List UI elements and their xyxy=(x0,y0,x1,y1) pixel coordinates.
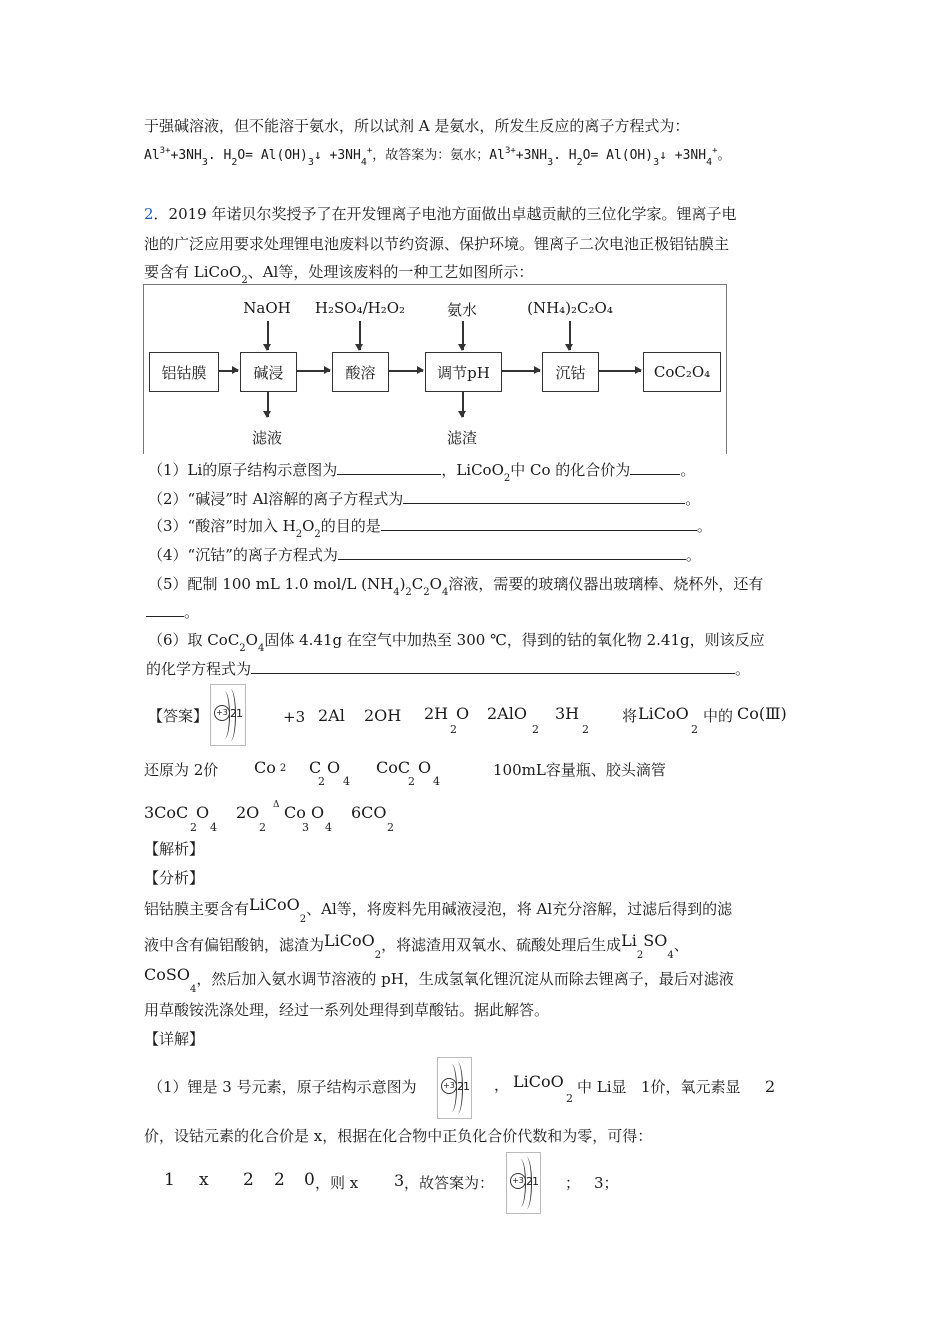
shell-electron-count: 2 xyxy=(526,1175,533,1188)
flow-arrow xyxy=(501,370,540,372)
answer-term xyxy=(424,703,448,725)
answer-term: O xyxy=(311,803,325,822)
math-term: 3 xyxy=(394,1171,405,1190)
answer-text: 100mL容量瓶、胶头滴管 xyxy=(493,761,666,779)
analysis-line xyxy=(144,965,734,995)
answer-sub: 4 xyxy=(210,821,217,834)
term-text: Co xyxy=(254,758,276,777)
eq-sub: 3 xyxy=(201,157,208,168)
answer-term: 2OH xyxy=(364,706,402,725)
q-text: （2）“碱浸”时 Al溶解的离子方程式为 xyxy=(148,490,404,508)
q-sub: 4 xyxy=(257,643,265,654)
question-intro-line: 池的广泛应用要求处理锂电池废料以节约资源、保护环境。锂离子二次电池正极铝钴膜主 xyxy=(144,235,730,253)
shell-electron-count: 1 xyxy=(463,1080,470,1093)
question-intro-line xyxy=(144,262,533,285)
answer-label: 【答案】 xyxy=(148,707,209,725)
answer-sub: 2 xyxy=(259,821,266,834)
a-sub: 2 xyxy=(299,914,307,925)
answer-term: C xyxy=(309,758,322,777)
sub-question-4 xyxy=(148,545,701,565)
q-text: 中 Co 的化合价为 xyxy=(510,461,631,479)
sub-question-5 xyxy=(148,574,763,597)
detail-text: ，故答案为： xyxy=(404,1174,495,1192)
answer-blank[interactable] xyxy=(146,602,184,617)
flow-arrow-down xyxy=(569,321,571,350)
prev-equation xyxy=(144,146,731,167)
eq-sub: 4 xyxy=(706,157,713,168)
a-formula: LiCoO xyxy=(324,931,375,950)
answer-sub: 2 xyxy=(450,723,457,736)
question-intro-line xyxy=(144,204,737,224)
q-sub: 2 xyxy=(295,529,303,540)
sub-question-6-cont xyxy=(146,659,750,679)
atom-nucleus: +3 xyxy=(510,1173,526,1189)
answer-blank[interactable] xyxy=(630,460,680,475)
q-text: 。 xyxy=(735,660,751,678)
answer-blank[interactable] xyxy=(338,545,686,560)
eq-sub: 2 xyxy=(231,157,238,168)
answer-term: 2O xyxy=(236,803,260,822)
q-text: C xyxy=(411,575,424,593)
eq-part: Al xyxy=(144,148,160,163)
a-sub: 2 xyxy=(636,950,644,961)
flow-arrow xyxy=(598,370,641,372)
q-text: O xyxy=(302,517,315,535)
waste-label: 滤液 xyxy=(251,429,282,447)
flow-box-precipitate-cobalt: 沉钴 xyxy=(542,352,599,392)
answer-blank[interactable] xyxy=(337,460,441,475)
answer-term: O xyxy=(196,803,210,822)
answer-term: 6CO xyxy=(351,803,387,822)
a-text: 铝钴膜主要含有 xyxy=(144,900,250,918)
answer-blank[interactable] xyxy=(403,489,685,504)
q-sub: 4 xyxy=(441,587,449,598)
intro-text: 、Al等，处理该废料的一种工艺如图所示： xyxy=(247,263,534,281)
answer-term: O xyxy=(418,758,432,777)
li-atom-structure-diagram xyxy=(506,1152,541,1214)
q-text: 的目的是 xyxy=(320,517,381,535)
answer-sub: 3 xyxy=(302,821,309,834)
reagent-label: (NH₄)₂C₂O₄ xyxy=(527,299,613,317)
detail-line: （1）锂是 3 号元素，原子结构示意图为 xyxy=(148,1078,417,1096)
answer-term: 3H xyxy=(555,704,580,723)
answer-term: 2AlO xyxy=(487,704,527,723)
eq-part: 。 xyxy=(717,148,731,163)
answer-sub: 4 xyxy=(343,775,350,788)
eq-part: ，故答案为：氨水； xyxy=(372,148,490,163)
q-sub: 2 xyxy=(423,587,430,598)
detail-text: 1价，氧元素显 xyxy=(641,1078,741,1096)
a-sub: 4 xyxy=(667,950,674,961)
q-sub: 2 xyxy=(239,643,246,654)
a-sub: 4 xyxy=(189,984,197,995)
process-flow-chart xyxy=(143,284,727,454)
a-text: 液中含有偏铝酸钠，滤渣为 xyxy=(144,936,325,954)
detail-text: 3； xyxy=(594,1174,619,1192)
answer-term xyxy=(254,757,286,782)
reagent-label: H₂SO₄/H₂O₂ xyxy=(314,299,406,317)
shell-electron-count: 2 xyxy=(457,1080,464,1093)
a-formula: SO xyxy=(643,931,668,950)
flow-arrow xyxy=(218,370,238,372)
answer-term: 3CoC xyxy=(144,803,189,822)
eq-part: . H xyxy=(207,148,232,163)
answer-term: O xyxy=(456,704,470,723)
eq-sup: 3+ xyxy=(159,146,171,156)
a-sub: 2 xyxy=(374,950,382,961)
answer-sub: 2 xyxy=(408,775,415,788)
analysis-line xyxy=(144,931,689,961)
flow-box-product: CoC₂O₄ xyxy=(643,352,721,392)
a-formula: LiCoO xyxy=(249,895,300,914)
q-sub: 2 xyxy=(405,587,412,598)
sub-question-1 xyxy=(148,460,695,483)
answer-sub: 2 xyxy=(532,723,539,736)
intro-sub: 2 xyxy=(241,275,248,286)
math-term: 2 xyxy=(243,1170,254,1190)
eq-part: O= Al(OH) xyxy=(582,148,654,163)
eq-sub: 4 xyxy=(360,157,367,168)
reagent-label: NaOH xyxy=(243,299,291,317)
math-term: 1 xyxy=(164,1170,175,1190)
a-text: ，然后加入氨水调节溶液的 pH，生成氢氧化锂沉淀从而除去锂离子，最后对滤液 xyxy=(196,970,734,988)
q-text: 。 xyxy=(685,546,701,564)
eq-sup: + xyxy=(712,146,718,156)
detail-text: 2 xyxy=(765,1077,776,1096)
detail-text: 中 Li显 xyxy=(577,1078,627,1096)
analysis-line xyxy=(144,895,733,925)
q-text: （1）Li的原子结构示意图为 xyxy=(148,461,338,479)
eq-part: ↓ +3NH xyxy=(313,148,361,163)
q-text: （4）“沉钴”的离子方程式为 xyxy=(148,546,338,564)
q-text: 。 xyxy=(696,517,712,535)
shell-electron-count: 1 xyxy=(236,707,243,720)
sub-question-5-cont xyxy=(146,602,199,622)
q-text: （6）取 CoC xyxy=(148,631,240,649)
detail-text: ， xyxy=(494,1076,510,1094)
q-text: ，LiCoO xyxy=(441,461,504,479)
flow-box-acid-dissolve: 酸溶 xyxy=(332,352,389,392)
a-text: 、Al等，将废料先用碱液浸泡，将 Al充分溶解，过滤后得到的滤 xyxy=(306,900,733,918)
answer-sub: 4 xyxy=(325,821,332,834)
q-text: （5）配制 100 mL 1.0 mol/L (NH xyxy=(148,575,394,593)
math-term: 0 xyxy=(304,1170,315,1190)
term-text: 2H xyxy=(424,704,449,723)
answer-term: Co xyxy=(284,803,306,822)
answer-sub: 2 xyxy=(318,775,325,788)
prev-text-line: 于强碱溶液，但不能溶于氨水，所以试剂 A 是氨水，所发生反应的离子方程式为： xyxy=(144,117,690,135)
eq-part: Al xyxy=(489,148,505,163)
flow-arrow xyxy=(388,370,423,372)
eq-sub: 2 xyxy=(576,157,583,168)
reagent-label: 氨水 xyxy=(446,301,477,319)
answer-text: 中的 xyxy=(703,707,734,725)
eq-sub: 3 xyxy=(547,157,554,168)
q-text: 。 xyxy=(680,461,696,479)
flow-arrow-down xyxy=(267,392,269,417)
analysis-line: 用草酸铵洗涤处理，经过一系列处理得到草酸钴。据此解答。 xyxy=(144,1001,550,1019)
intro-text: ．2019 年诺贝尔奖授予了在开发锂离子电池方面做出卓越贡献的三位化学家。锂离子电 xyxy=(153,205,737,223)
a-formula: Li xyxy=(621,931,637,950)
detail-sub: 2 xyxy=(566,1092,573,1105)
detail-formula: LiCoO xyxy=(513,1072,564,1091)
section-heading-jiexi: 【解析】 xyxy=(144,840,205,858)
a-text: 、 xyxy=(673,936,689,954)
eq-part: +3NH xyxy=(170,148,202,163)
answer-term: CoC xyxy=(376,758,411,777)
eq-sub: 3 xyxy=(653,157,660,168)
q-text: ) xyxy=(399,575,406,593)
flow-box-adjust-ph: 调节pH xyxy=(425,352,502,392)
eq-part: +3NH xyxy=(515,148,548,163)
sub-question-6 xyxy=(148,630,765,653)
answer-sub: 4 xyxy=(433,775,440,788)
math-term: 2 xyxy=(274,1170,285,1190)
eq-sub: 3 xyxy=(307,157,314,168)
answer-text: 还原为 2价 xyxy=(144,761,219,779)
sub-question-2 xyxy=(148,489,700,509)
eq-sup: + xyxy=(366,146,373,156)
atom-nucleus: +3 xyxy=(214,705,230,721)
atom-nucleus: +3 xyxy=(441,1078,457,1094)
section-heading-fenxi: 【分析】 xyxy=(144,869,205,887)
q-text: 。 xyxy=(685,490,701,508)
answer-term: Co(Ⅲ) xyxy=(737,704,787,723)
q-text: 固体 4.41g 在空气中加热至 300 ℃，得到的钴的氧化物 2.41g，则该反应 xyxy=(264,631,765,649)
eq-sup: 3+ xyxy=(504,146,516,156)
term-sup: 2 xyxy=(279,763,287,774)
q-text: O xyxy=(245,631,258,649)
answer-blank[interactable] xyxy=(381,516,697,531)
flow-arrow-down xyxy=(462,321,464,350)
sub-question-3 xyxy=(148,516,712,539)
flow-box-aluminum-cobalt-film: 铝钴膜 xyxy=(149,352,219,392)
detail-text: ，则 x xyxy=(315,1174,359,1192)
flow-arrow-down xyxy=(462,392,464,417)
question-number: 2 xyxy=(144,205,154,223)
answer-term: LiCoO xyxy=(638,704,689,723)
shell-electron-count: 1 xyxy=(532,1175,539,1188)
q-sub: 2 xyxy=(503,473,511,484)
q-text: O xyxy=(429,575,442,593)
answer-valence: +3 xyxy=(283,708,306,726)
answer-text: 将 xyxy=(622,707,638,725)
q-text: 溶液，需要的玻璃仪器出玻璃棒、烧杯外，还有 xyxy=(448,575,764,593)
detail-text: ； xyxy=(565,1174,581,1192)
q-sub: 4 xyxy=(393,587,400,598)
li-atom-structure-diagram xyxy=(210,684,246,746)
flow-arrow xyxy=(296,370,330,372)
answer-sub: 2 xyxy=(190,821,197,834)
a-formula: CoSO xyxy=(144,965,190,984)
eq-part: O= Al(OH) xyxy=(237,148,308,163)
q-sub: 2 xyxy=(314,529,321,540)
answer-sub: 2 xyxy=(387,821,394,834)
heat-delta-sign: Δ xyxy=(273,800,280,810)
flow-arrow-down xyxy=(359,321,361,350)
answer-sub: 2 xyxy=(582,723,589,736)
q-text: 的化学方程式为 xyxy=(146,660,252,678)
q-text: （3）“酸溶”时加入 H xyxy=(148,517,296,535)
answer-term: O xyxy=(327,758,341,777)
waste-label: 滤渣 xyxy=(446,429,477,447)
math-term: x xyxy=(199,1170,209,1190)
answer-term: 2Al xyxy=(318,706,345,725)
a-text: ，将滤渣用双氧水、硫酸处理后生成 xyxy=(381,936,622,954)
answer-blank[interactable] xyxy=(251,659,735,674)
q-text: 。 xyxy=(184,603,200,621)
section-heading-xiangjie: 【详解】 xyxy=(144,1030,205,1048)
li-atom-structure-diagram xyxy=(437,1057,472,1119)
intro-text: 要含有 LiCoO xyxy=(144,263,242,281)
flow-arrow-down xyxy=(267,321,269,350)
detail-line: 价，设钴元素的化合价是 x，根据在化合物中正负化合价代数和为零，可得： xyxy=(144,1127,653,1145)
shell-electron-count: 2 xyxy=(230,707,237,720)
answer-sub: 2 xyxy=(691,723,698,736)
eq-part: . H xyxy=(553,148,577,163)
flow-box-alkali-leach: 碱浸 xyxy=(240,352,297,392)
eq-part: ↓ +3NH xyxy=(659,148,707,163)
